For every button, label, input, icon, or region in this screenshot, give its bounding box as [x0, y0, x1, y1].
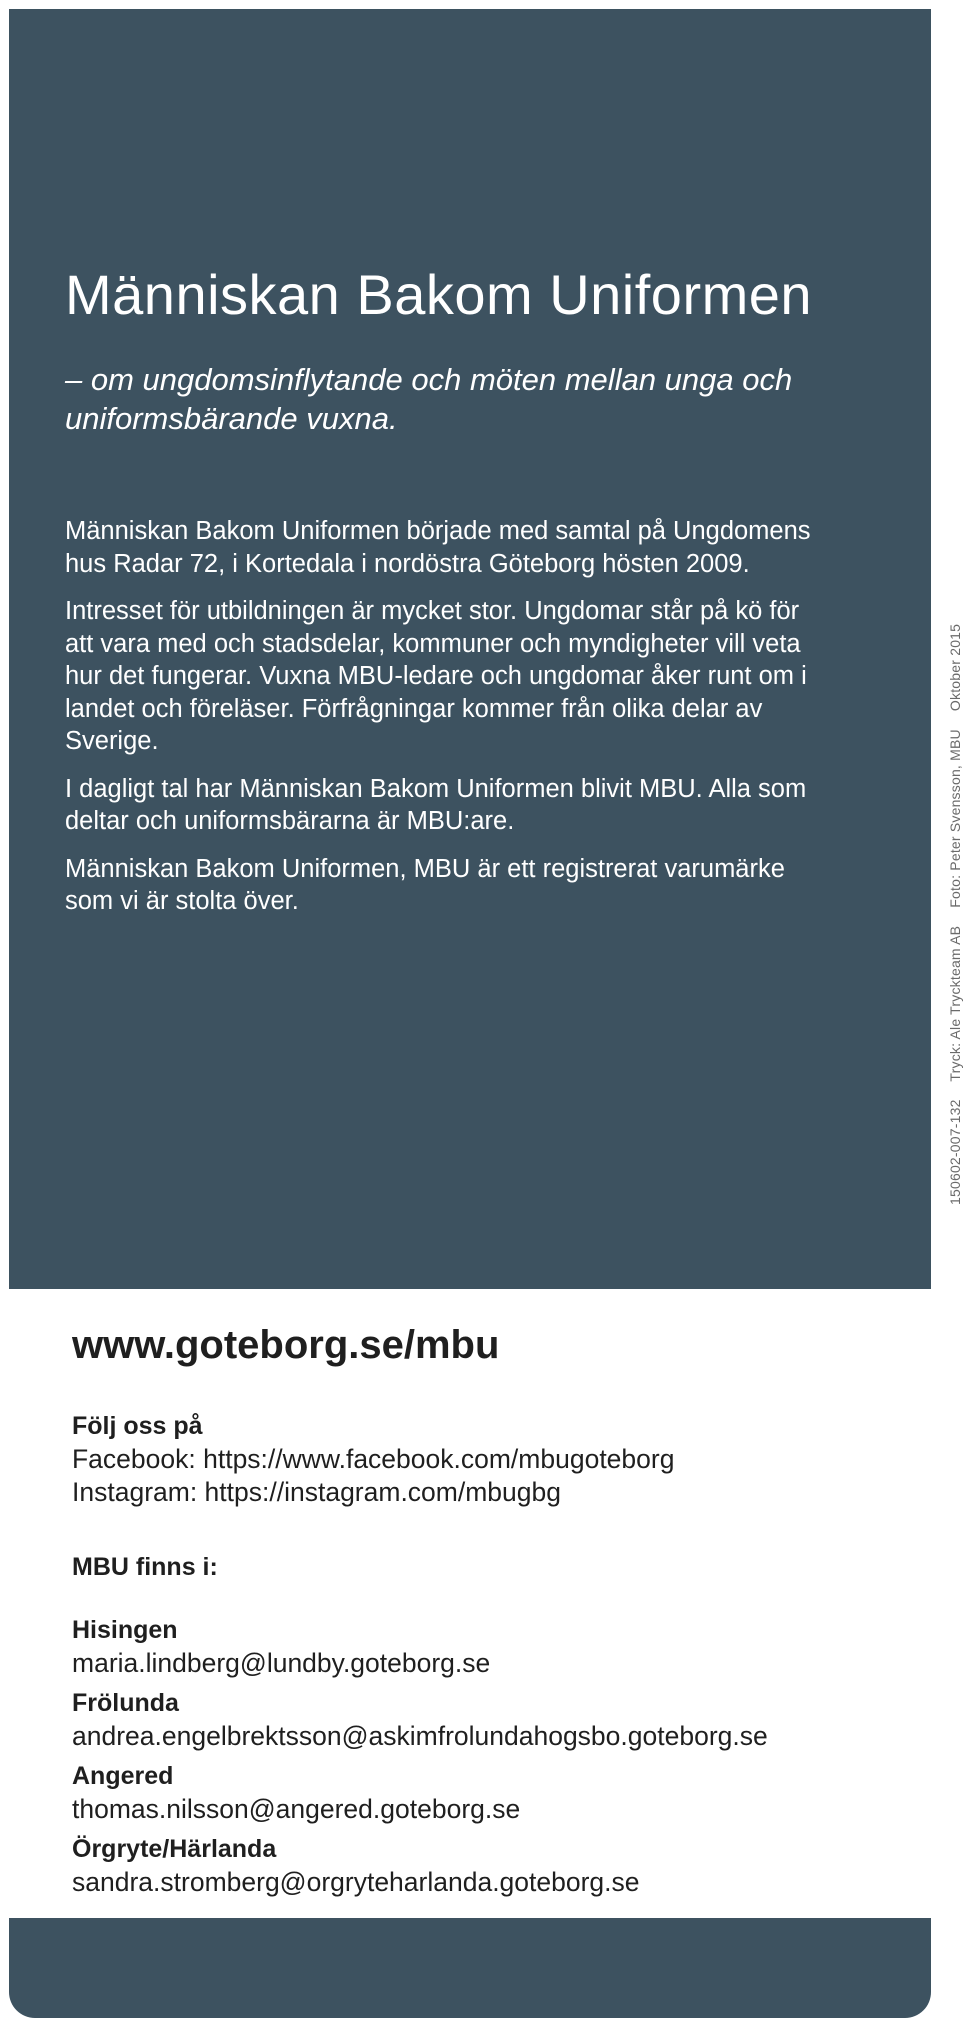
page-title: Människan Bakom Uniformen [65, 263, 813, 326]
locations-heading: MBU finns i: [72, 1553, 218, 1581]
location-item [72, 1614, 932, 1680]
intro-text [65, 515, 825, 933]
instagram-link[interactable]: Instagram: https://instagram.com/mbugbg [72, 1477, 561, 1507]
intro-paragraph-2: Intresset för utbildningen är mycket stor. Ungdomar står på kö för att vara med och stadsdelar, kommuner och myndigheter vill veta hur det fungerar. Vuxna MBU-ledare och ungdomar åker runt om i landet och föreläser. Förfrågningar kommer från olika delar av Sverige. [65, 597, 807, 755]
page-subtitle: – om ungdomsinflytande och möten mellan unga och uniformsbärande vuxna. [65, 362, 793, 436]
intro-paragraph-3: I dagligt tal har Människan Bakom Uniformen blivit MBU. Alla som deltar och uniformsbärarna är MBU:are. [65, 774, 807, 835]
location-item [72, 1833, 932, 1899]
print-credit: Tryck: Ale Tryckteam AB [947, 925, 963, 1082]
social-section [72, 1410, 912, 1509]
facebook-link[interactable]: Facebook: https://www.facebook.com/mbugoteborg [72, 1444, 675, 1474]
location-name: Örgryte/Härlanda [72, 1835, 277, 1863]
location-name: Angered [72, 1762, 174, 1790]
location-email[interactable]: thomas.nilsson@angered.goteborg.se [72, 1794, 521, 1824]
location-email[interactable]: maria.lindberg@lundby.goteborg.se [72, 1648, 491, 1678]
print-credits [947, 610, 963, 1205]
intro-paragraph-4: Människan Bakom Uniformen, MBU är ett registrerat varumärke som vi är stolta över. [65, 854, 785, 915]
location-email[interactable]: sandra.stromberg@orgryteharlanda.goteborg.se [72, 1867, 640, 1897]
location-item [72, 1760, 932, 1826]
footer-bar [9, 1918, 931, 2018]
location-item [72, 1687, 932, 1753]
location-name: Frölunda [72, 1689, 179, 1717]
intro-paragraph-1: Människan Bakom Uniformen började med samtal på Ungdomens hus Radar 72, i Kortedala i nordöstra Göteborg hösten 2009. [65, 517, 811, 578]
website-link[interactable]: www.goteborg.se/mbu [72, 1323, 500, 1367]
print-date: Oktober 2015 [947, 623, 963, 712]
location-name: Hisingen [72, 1616, 178, 1644]
print-code: 150602-007-132 [947, 1099, 963, 1205]
locations-section [72, 1551, 932, 1906]
photo-credit: Foto: Peter Svensson, MBU [947, 729, 963, 908]
follow-heading: Följ oss på [72, 1412, 203, 1440]
location-email[interactable]: andrea.engelbrektsson@askimfrolundahogsbo.goteborg.se [72, 1721, 768, 1751]
